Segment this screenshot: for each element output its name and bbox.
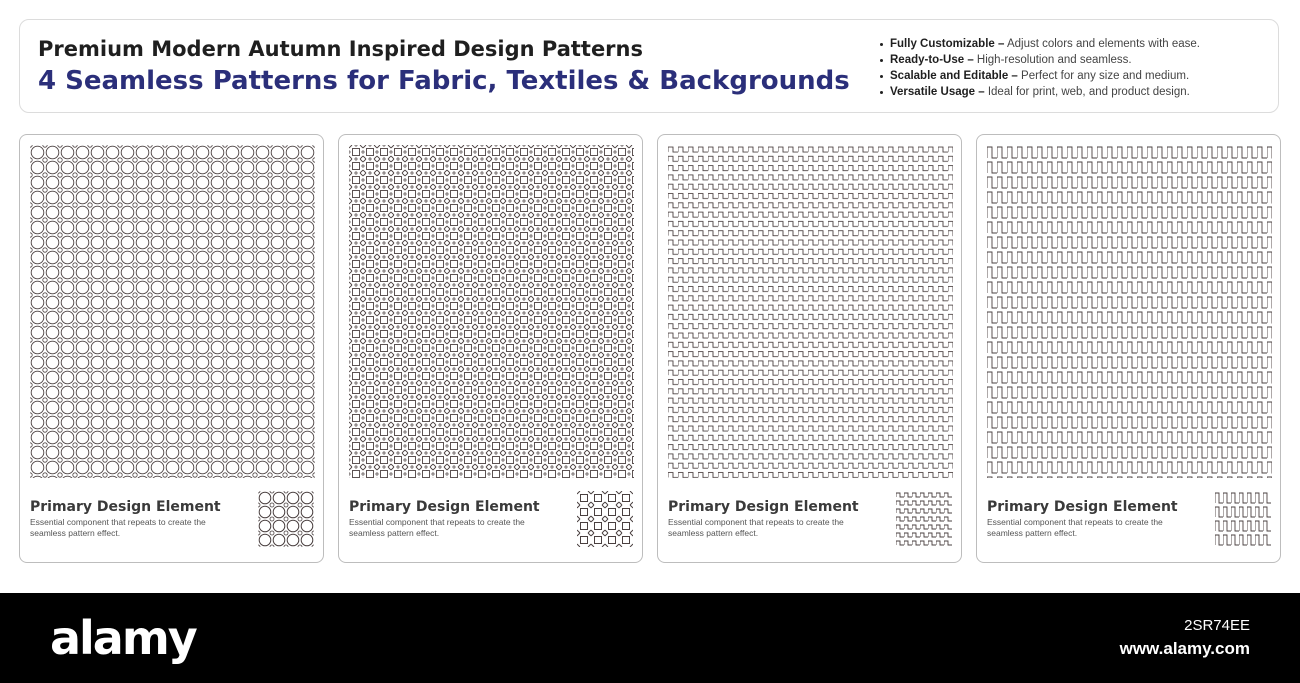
feature-label: Scalable and Editable –: [890, 70, 1018, 82]
large-meander-pattern: [987, 145, 1272, 478]
card-title: Primary Design Element: [668, 499, 859, 515]
design-element-swatch: [258, 491, 314, 547]
circle-lattice-pattern: [30, 145, 315, 478]
feature-text: Ideal for print, web, and product design.: [987, 86, 1190, 98]
feature-text: Adjust colors and elements with ease.: [1006, 38, 1200, 50]
feature-list: [878, 36, 1200, 100]
header-panel: [19, 19, 1279, 113]
feature-label: Fully Customizable –: [890, 38, 1005, 50]
pattern-card-diamond-square[interactable]: [338, 134, 643, 563]
feature-text: Perfect for any size and medium.: [1021, 70, 1190, 82]
card-description: Essential component that repeats to create the seamless pattern effect.: [349, 517, 525, 538]
card-description: Essential component that repeats to create the seamless pattern effect.: [668, 517, 844, 538]
card-title: Primary Design Element: [349, 499, 540, 515]
feature-item: [878, 68, 1200, 84]
card-title: Primary Design Element: [30, 499, 221, 515]
feature-label: Versatile Usage –: [890, 86, 985, 98]
card-description: Essential component that repeats to create the seamless pattern effect.: [30, 517, 206, 538]
page-title: Premium Modern Autumn Inspired Design Patterns: [38, 37, 643, 61]
design-element-swatch: [1215, 491, 1271, 547]
design-element-swatch: [577, 491, 633, 547]
footer-bar: [0, 593, 1300, 683]
site-link[interactable]: www.alamy.com: [1119, 639, 1250, 658]
card-title: Primary Design Element: [987, 499, 1178, 515]
feature-label: Ready-to-Use –: [890, 54, 974, 66]
alamy-logo[interactable]: alamy: [50, 611, 196, 665]
pattern-card-small-meander[interactable]: [657, 134, 962, 563]
design-element-swatch: [896, 491, 952, 547]
image-id: 2SR74EE: [1184, 617, 1250, 634]
feature-text: High-resolution and seamless.: [976, 54, 1132, 66]
feature-item: [878, 52, 1200, 68]
diamond-square-pattern: [349, 145, 634, 478]
card-description: Essential component that repeats to create the seamless pattern effect.: [987, 517, 1163, 538]
feature-item: [878, 84, 1200, 100]
pattern-card-circle-lattice[interactable]: [19, 134, 324, 563]
pattern-card-large-meander[interactable]: [976, 134, 1281, 563]
small-meander-pattern: [668, 145, 953, 478]
page-subtitle: 4 Seamless Patterns for Fabric, Textiles & Backgrounds: [38, 66, 850, 96]
feature-item: [878, 36, 1200, 52]
